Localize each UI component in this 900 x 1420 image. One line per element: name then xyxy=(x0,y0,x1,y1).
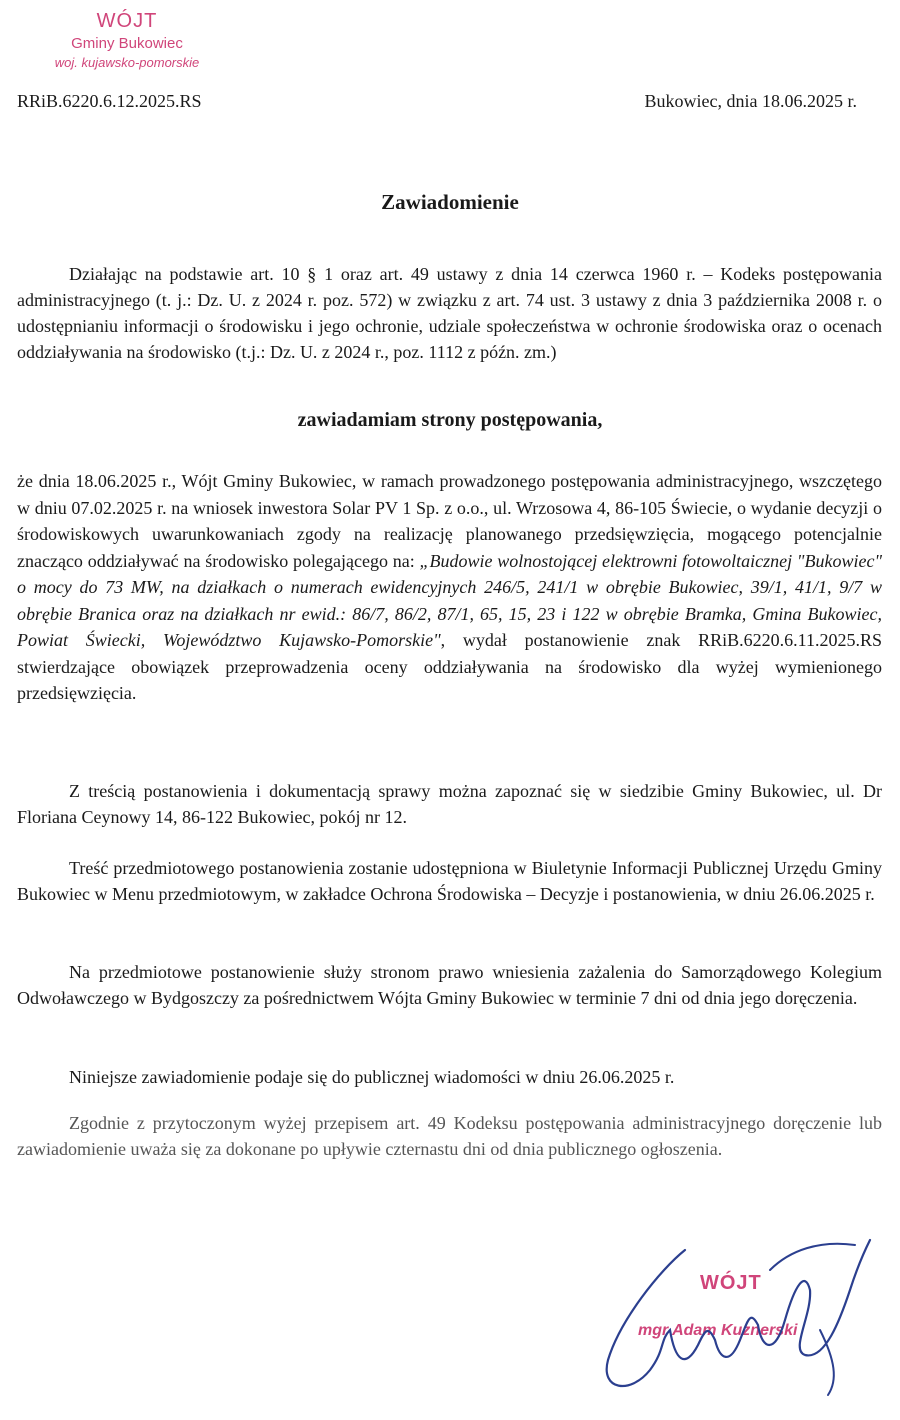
handwritten-signature xyxy=(590,1230,880,1400)
office-stamp xyxy=(22,8,232,72)
stamp-voivodeship: woj. kujawsko-pomorskie xyxy=(54,55,200,70)
appeal-paragraph: Na przedmiotowe postanowienie służy stronom prawo wniesienia zażalenia do Samorządowego Kolegium Odwoławczego w Bydgoszczy za pośrednictwem Wójta Gminy Bukowiec w terminie 7 dni od dnia jego doręczenia. xyxy=(17,962,882,1008)
signature-stroke-tail xyxy=(820,1330,834,1395)
place-date: Bukowiec, dnia 18.06.2025 r. xyxy=(644,91,857,111)
stamp-municipality: Gminy Bukowiec xyxy=(71,35,183,52)
stamp-title: WÓJT xyxy=(96,10,158,32)
decision-text-start: że dnia 18.06.2025 r., Wójt Gminy Bukowiec, w ramach prowadzonego postępowania administracyjnego, wszczętego w dniu 07.02.2025 r. na wniosek inwestora Solar PV 1 Sp. z o.o., ul. Wrzosowa 4, 86-105 Świecie, o wydanie decyzji o środowiskowych uwarunkowaniach zgody na realizację planowanego przedsięwzięcia, mogącego potencjalnie znacząco oddziaływać na środowisko polegającego na: xyxy=(17,471,882,571)
reference-number: RRiB.6220.6.12.2025.RS xyxy=(17,91,202,111)
signature-stroke-top xyxy=(770,1244,855,1270)
signature-stamp-title: WÓJT xyxy=(700,1272,762,1294)
decision-paragraph xyxy=(17,468,882,707)
signature-stamp-name: mgr Adam Kuznerski xyxy=(638,1322,798,1339)
project-description: „Budowie wolnostojącej elektrowni fotowoltaicznej "Bukowiec" o mocy do 73 MW, na działkach o numerach ewidencyjnych 246/5, 241/1 w obrębie Bukowiec, 39/1, 41/1, 9/7 w obrębie Branica oraz na działkach nr ewid.: 86/7, 86/2, 87/1, 65, 15, 23 i 122 w obrębie Bramka, Gmina Bukowiec, Powiat Świecki, Województwo Kujawsko-Pomorskie" xyxy=(17,550,883,650)
access-paragraph: Z treścią postanowienia i dokumentacją sprawy można zapoznać się w siedzibie Gminy Bukowiec, ul. Dr Floriana Ceynowy 14, 86-122 Bukowiec, pokój nr 12. xyxy=(17,781,882,827)
decision-text-end: , wydał postanowienie znak RRiB.6220.6.11.2025.RS stwierdzające obowiązek przeprowadzenia oceny oddziaływania na środowisko dla wyżej wymienionego przedsięwzięcia. xyxy=(17,630,883,703)
document-title: Zawiadomienie xyxy=(381,190,519,214)
notice-heading: zawiadamiam strony postępowania, xyxy=(297,409,603,431)
bip-paragraph: Treść przedmiotowego postanowienia zostanie udostępniona w Biuletynie Informacji Publicznej Urzędu Gminy Bukowiec w Menu przedmiotowym, w zakładce Ochrona Środowiska – Decyzje i postanowienia, w dniu 26.06.2025 r. xyxy=(17,858,882,904)
publication-paragraph: Niniejsze zawiadomienie podaje się do publicznej wiadomości w dniu 26.06.2025 r. xyxy=(69,1067,675,1087)
legal-basis-paragraph: Działając na podstawie art. 10 § 1 oraz art. 49 ustawy z dnia 14 czerwca 1960 r. – Kodeks postępowania administracyjnego (t. j.: Dz. U. z 2024 r. poz. 572) w związku z art. 74 ust. 3 ustawy z dnia 3 października 2008 r. o udostępnianiu informacji o środowisku i jego ochronie, udziale społeczeństwa w ochronie środowiska oraz o ocenach oddziaływania na środowisko (t.j.: Dz. U. z 2024 r., poz. 1112 z późn. zm.) xyxy=(17,264,882,362)
signature-stroke-main xyxy=(607,1240,870,1386)
article-49-paragraph: Zgodnie z przytoczonym wyżej przepisem art. 49 Kodeksu postępowania administracyjnego doręczenie lub zawiadomienie uważa się za dokonane po upływie czternastu dni od dnia publicznego ogłoszenia. xyxy=(17,1113,882,1159)
